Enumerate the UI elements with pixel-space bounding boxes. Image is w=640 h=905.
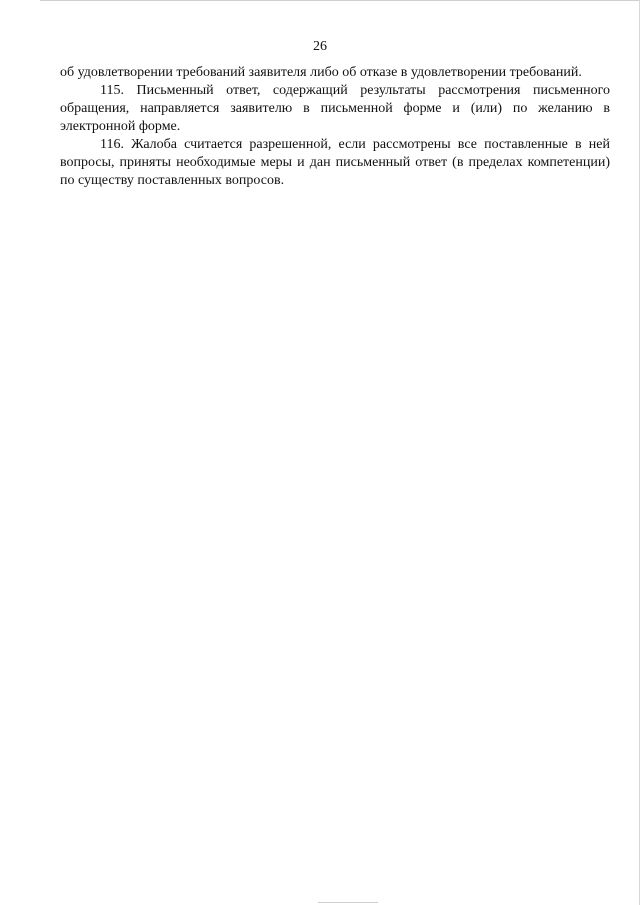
scan-edge-top <box>40 0 640 1</box>
paragraph-116: 116. Жалоба считается разрешенной, если рассмотрены все поставленные в ней вопросы, приняты необходимые меры и дан письменный ответ (в пределах компетенции) по существу поставленных вопросов. <box>60 137 610 188</box>
page-number: 26 <box>313 39 327 54</box>
paragraph-continuation: об удовлетворении требований заявителя либо об отказе в удовлетворении требований. <box>60 65 582 80</box>
paragraph-115: 115. Письменный ответ, содержащий результаты рассмотрения письменного обращения, направляется заявителю в письменной форме и (или) по желанию в электронной форме. <box>60 83 610 134</box>
scan-artifact <box>318 902 378 903</box>
document-body <box>60 64 610 190</box>
